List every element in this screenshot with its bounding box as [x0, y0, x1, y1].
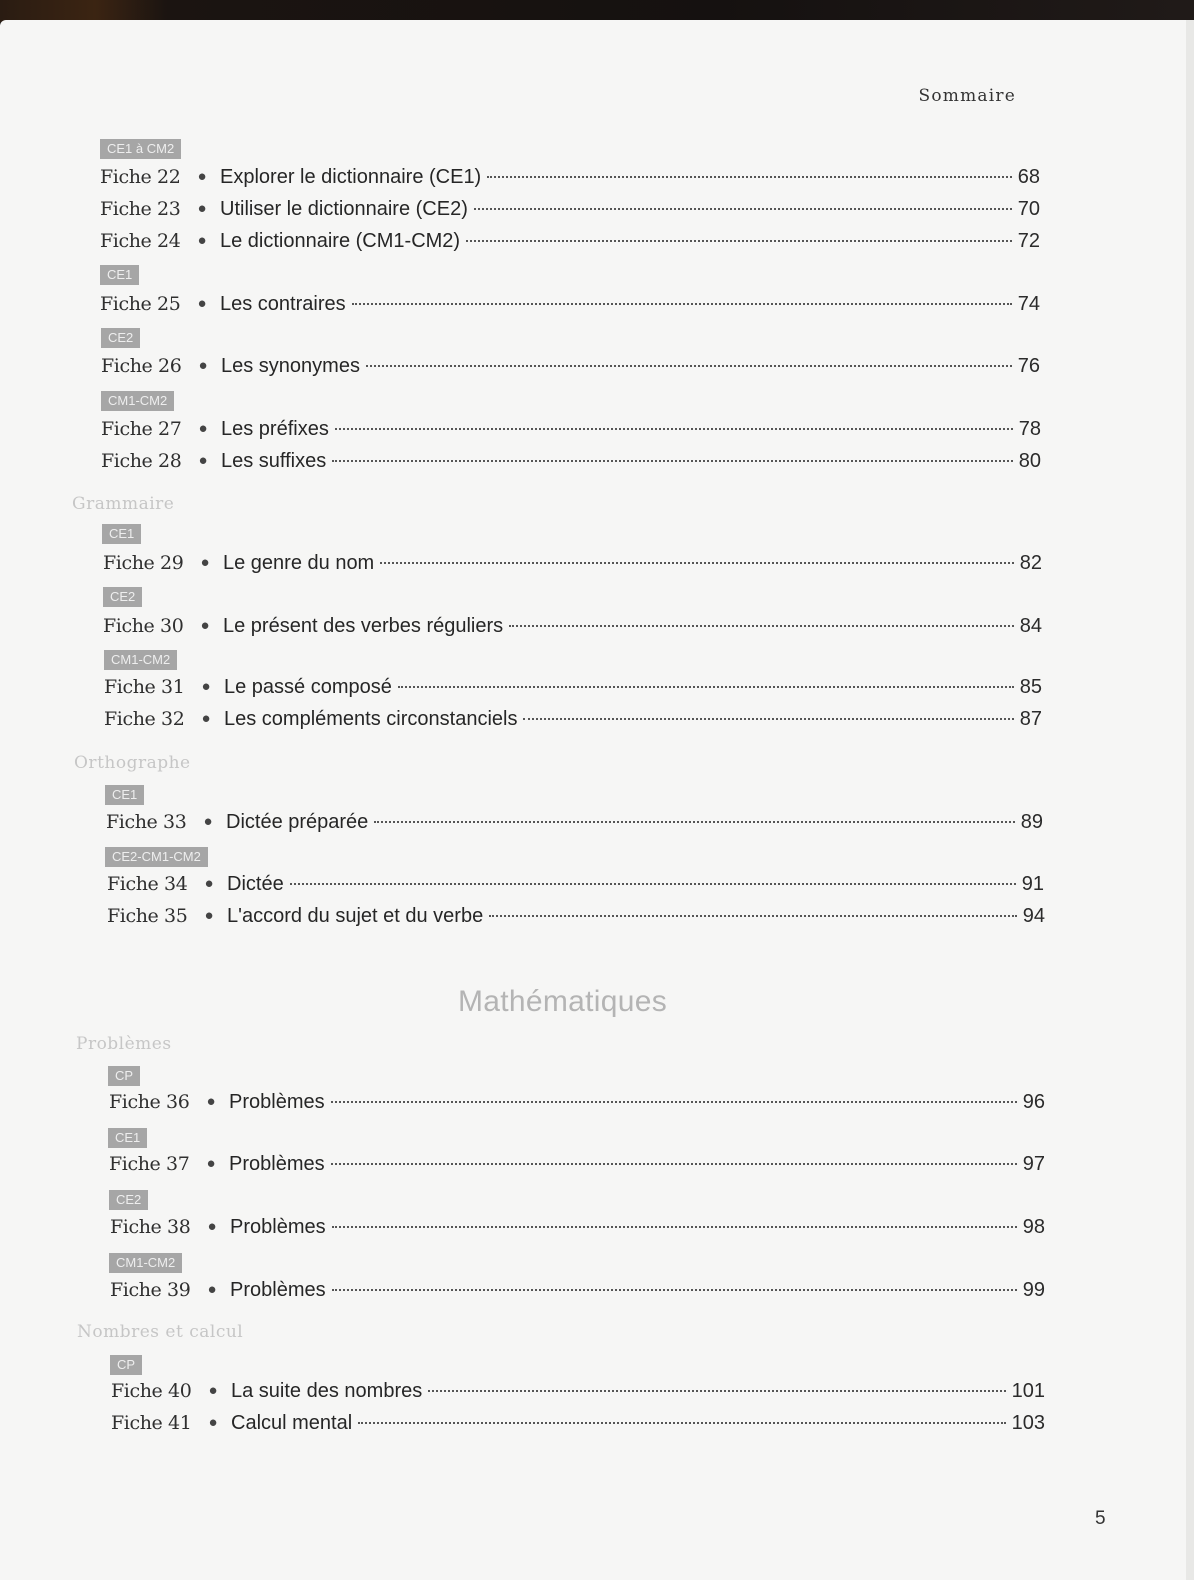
level-badge: CE2 [109, 1190, 148, 1210]
entry-title: Les contraires [220, 293, 346, 315]
entry-title: Le genre du nom [223, 552, 375, 574]
fiche-label: Fiche 38 [110, 1216, 191, 1238]
toc-entry [110, 1279, 1045, 1309]
fiche-label: Fiche 30 [103, 615, 184, 637]
bullet-icon: ● [198, 420, 208, 437]
fiche-label: Fiche 34 [107, 873, 188, 895]
section-heading: Orthographe [74, 753, 191, 773]
page-number: 97 [1022, 1153, 1045, 1175]
dot-leader [332, 1289, 1017, 1291]
page-number: 87 [1019, 708, 1042, 730]
level-badge: CE1 [102, 524, 141, 544]
bullet-icon: ● [198, 452, 208, 469]
dot-leader [331, 1163, 1017, 1165]
bullet-icon: ● [201, 678, 211, 695]
entry-title: Problèmes [230, 1279, 326, 1301]
dot-leader [358, 1422, 1005, 1424]
page-right-edge [1186, 20, 1194, 1580]
toc-entry [101, 355, 1040, 385]
level-badge: CE2-CM1-CM2 [105, 847, 208, 867]
dot-leader [489, 915, 1017, 917]
dot-leader [398, 686, 1014, 688]
toc-entry [100, 198, 1040, 228]
dot-leader [331, 1101, 1017, 1103]
page-number: 72 [1017, 230, 1040, 252]
bullet-icon: ● [206, 1155, 216, 1172]
entry-title: Utiliser le dictionnaire (CE2) [220, 198, 468, 220]
bullet-icon: ● [208, 1414, 218, 1431]
level-badge: CP [108, 1066, 140, 1086]
bullet-icon: ● [207, 1281, 217, 1298]
fiche-label: Fiche 39 [110, 1279, 191, 1301]
dot-leader [374, 821, 1014, 823]
level-badge: CM1-CM2 [101, 391, 174, 411]
entry-title: Calcul mental [231, 1412, 353, 1434]
entry-title: Le passé composé [224, 676, 392, 698]
level-badge: CM1-CM2 [104, 650, 177, 670]
dot-leader [487, 176, 1012, 178]
page-folio: 5 [1095, 1508, 1106, 1529]
level-badge: CP [110, 1355, 142, 1375]
bullet-icon: ● [197, 200, 207, 217]
bullet-icon: ● [204, 907, 214, 924]
dot-leader [332, 1226, 1017, 1228]
entry-title: Problèmes [229, 1153, 325, 1175]
page-number: 82 [1019, 552, 1042, 574]
dot-leader [466, 240, 1012, 242]
toc-entry [109, 1091, 1045, 1121]
entry-title: Dictée [227, 873, 284, 895]
dot-leader [290, 883, 1016, 885]
fiche-label: Fiche 33 [106, 811, 187, 833]
fiche-label: Fiche 23 [100, 198, 181, 220]
page-number: 103 [1011, 1412, 1045, 1434]
page-number: 85 [1019, 676, 1042, 698]
entry-title: Les préfixes [221, 418, 329, 440]
page-number: 101 [1011, 1380, 1045, 1402]
scan-top-edge [0, 0, 1194, 22]
toc-entry [100, 230, 1040, 260]
fiche-label: Fiche 26 [101, 355, 182, 377]
entry-title: Les synonymes [221, 355, 360, 377]
dot-leader [523, 718, 1013, 720]
bullet-icon: ● [197, 168, 207, 185]
entry-title: Dictée préparée [226, 811, 369, 833]
toc-entry [109, 1153, 1045, 1183]
dot-leader [366, 365, 1012, 367]
fiche-label: Fiche 32 [104, 708, 185, 730]
fiche-label: Fiche 37 [109, 1153, 190, 1175]
entry-title: L'accord du sujet et du verbe [227, 905, 484, 927]
fiche-label: Fiche 28 [101, 450, 182, 472]
level-badge: CM1-CM2 [109, 1253, 182, 1273]
toc-entry [106, 811, 1043, 841]
section-heading: Problèmes [76, 1034, 172, 1054]
bullet-icon: ● [200, 554, 210, 571]
dot-leader [335, 428, 1013, 430]
fiche-label: Fiche 31 [104, 676, 185, 698]
bullet-icon: ● [197, 295, 207, 312]
dot-leader [428, 1390, 1005, 1392]
toc-entry [104, 676, 1042, 706]
entry-title: Les suffixes [221, 450, 327, 472]
fiche-label: Fiche 22 [100, 166, 181, 188]
bullet-icon: ● [208, 1382, 218, 1399]
entry-title: Problèmes [230, 1216, 326, 1238]
toc-entry [111, 1380, 1045, 1410]
toc-entry [110, 1216, 1045, 1246]
page-number: 99 [1022, 1279, 1045, 1301]
fiche-label: Fiche 41 [111, 1412, 192, 1434]
bullet-icon: ● [198, 357, 208, 374]
toc-entry [111, 1412, 1045, 1442]
dot-leader [509, 625, 1014, 627]
toc-entry [101, 450, 1041, 480]
bullet-icon: ● [200, 617, 210, 634]
entry-title: Le présent des verbes réguliers [223, 615, 504, 637]
subject-heading: Mathématiques [458, 985, 668, 1018]
entry-title: La suite des nombres [231, 1380, 423, 1402]
toc-entry [101, 418, 1041, 448]
dot-leader [352, 303, 1012, 305]
toc-entry [103, 552, 1042, 582]
fiche-label: Fiche 27 [101, 418, 182, 440]
entry-title: Problèmes [229, 1091, 325, 1113]
page-number: 74 [1017, 293, 1040, 315]
page-number: 96 [1022, 1091, 1045, 1113]
running-title: Sommaire [918, 86, 1016, 106]
level-badge: CE2 [101, 328, 140, 348]
entry-title: Les compléments circonstanciels [224, 708, 518, 730]
bullet-icon: ● [203, 813, 213, 830]
bullet-icon: ● [206, 1093, 216, 1110]
fiche-label: Fiche 40 [111, 1380, 192, 1402]
dot-leader [332, 460, 1013, 462]
dot-leader [380, 562, 1014, 564]
fiche-label: Fiche 25 [100, 293, 181, 315]
dot-leader [474, 208, 1012, 210]
bullet-icon: ● [207, 1218, 217, 1235]
page-number: 76 [1017, 355, 1040, 377]
bullet-icon: ● [204, 875, 214, 892]
page-number: 89 [1020, 811, 1043, 833]
fiche-label: Fiche 36 [109, 1091, 190, 1113]
bullet-icon: ● [197, 232, 207, 249]
toc-entry [103, 615, 1042, 645]
fiche-label: Fiche 24 [100, 230, 181, 252]
toc-entry [100, 166, 1040, 196]
section-heading: Grammaire [72, 494, 175, 514]
page-number: 70 [1017, 198, 1040, 220]
page-number: 94 [1022, 905, 1045, 927]
page-number: 80 [1018, 450, 1041, 472]
toc-entry [107, 873, 1044, 903]
page-number: 84 [1019, 615, 1042, 637]
page-number: 91 [1021, 873, 1044, 895]
level-badge: CE1 [105, 785, 144, 805]
entry-title: Explorer le dictionnaire (CE1) [220, 166, 482, 188]
bullet-icon: ● [201, 710, 211, 727]
toc-entry [100, 293, 1040, 323]
page-number: 78 [1018, 418, 1041, 440]
toc-entry [107, 905, 1045, 935]
level-badge: CE1 [100, 265, 139, 285]
fiche-label: Fiche 35 [107, 905, 188, 927]
level-badge: CE1 [108, 1128, 147, 1148]
toc-entry [104, 708, 1042, 738]
page-number: 98 [1022, 1216, 1045, 1238]
page-number: 68 [1017, 166, 1040, 188]
entry-title: Le dictionnaire (CM1-CM2) [220, 230, 461, 252]
level-badge: CE1 à CM2 [100, 139, 181, 159]
section-heading: Nombres et calcul [77, 1322, 244, 1342]
level-badge: CE2 [103, 587, 142, 607]
fiche-label: Fiche 29 [103, 552, 184, 574]
